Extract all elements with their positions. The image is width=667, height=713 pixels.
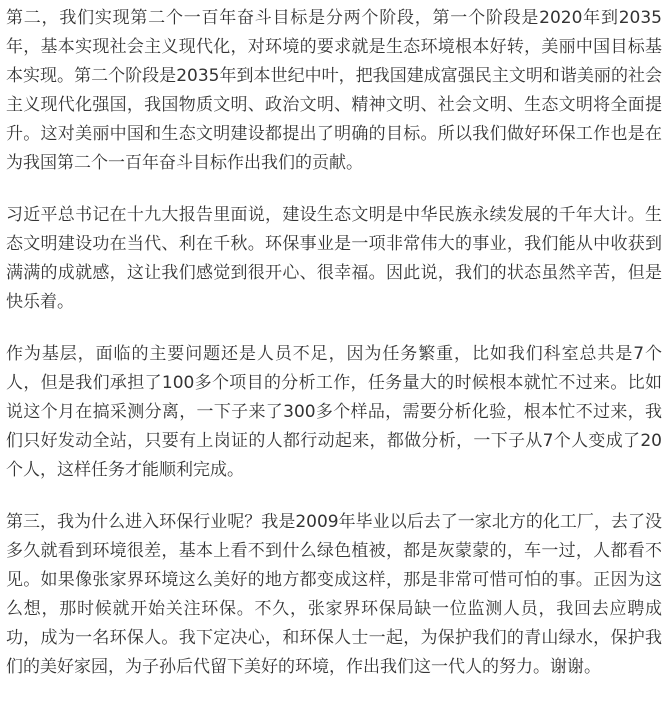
paragraph-2: 习近平总书记在十九大报告里面说，建设生态文明是中华民族永续发展的千年大计。生态文明建设功在当代、利在千秋。环保事业是一项非常伟大的事业，我们能从中收获到满满的成就感，这让我们感觉到很开心、很幸福。因此说，我们的状态虽然辛苦，但是快乐着。 (6, 205, 662, 312)
paragraph-4: 第三，我为什么进入环保行业呢？我是2009年毕业以后去了一家北方的化工厂，去了没多久就看到环境很差，基本上看不到什么绿色植被，都是灰蒙蒙的，车一过，人都看不见。如果像张家界环境这么美好的地方都变成这样，那是非常可惜可怕的事。正因为这么想，那时候就开始关注环保。不久，张家界环保局缺一位监测人员，我回去应聘成功，成为一名环保人。我下定决心，和环保人士一起，为保护我们的青山绿水，保护我们的美好家园，为子孙后代留下美好的环境，作出我们这一代人的努力。谢谢。 (6, 512, 662, 677)
article-body (6, 4, 662, 705)
paragraph-3: 作为基层，面临的主要问题还是人员不足，因为任务繁重，比如我们科室总共是7个人，但是我们承担了100多个项目的分析工作，任务量大的时候根本就忙不过来。比如说这个月在搞采测分离，一下子来了300多个样品，需要分析化验，根本忙不过来，我们只好发动全站，只要有上岗证的人都行动起来，都做分析，一下子从7个人变成了20个人，这样任务才能顺利完成。 (6, 344, 662, 480)
paragraph-1: 第二，我们实现第二个一百年奋斗目标是分两个阶段，第一个阶段是2020年到2035年，基本实现社会主义现代化，对环境的要求就是生态环境根本好转，美丽中国目标基本实现。第二个阶段是2035年到本世纪中叶，把我国建成富强民主文明和谐美丽的社会主义现代化强国，我国物质文明、政治文明、精神文明、社会文明、生态文明将全面提升。这对美丽中国和生态文明建设都提出了明确的目标。所以我们做好环保工作也是在为我国第二个一百年奋斗目标作出我们的贡献。 (6, 8, 662, 173)
